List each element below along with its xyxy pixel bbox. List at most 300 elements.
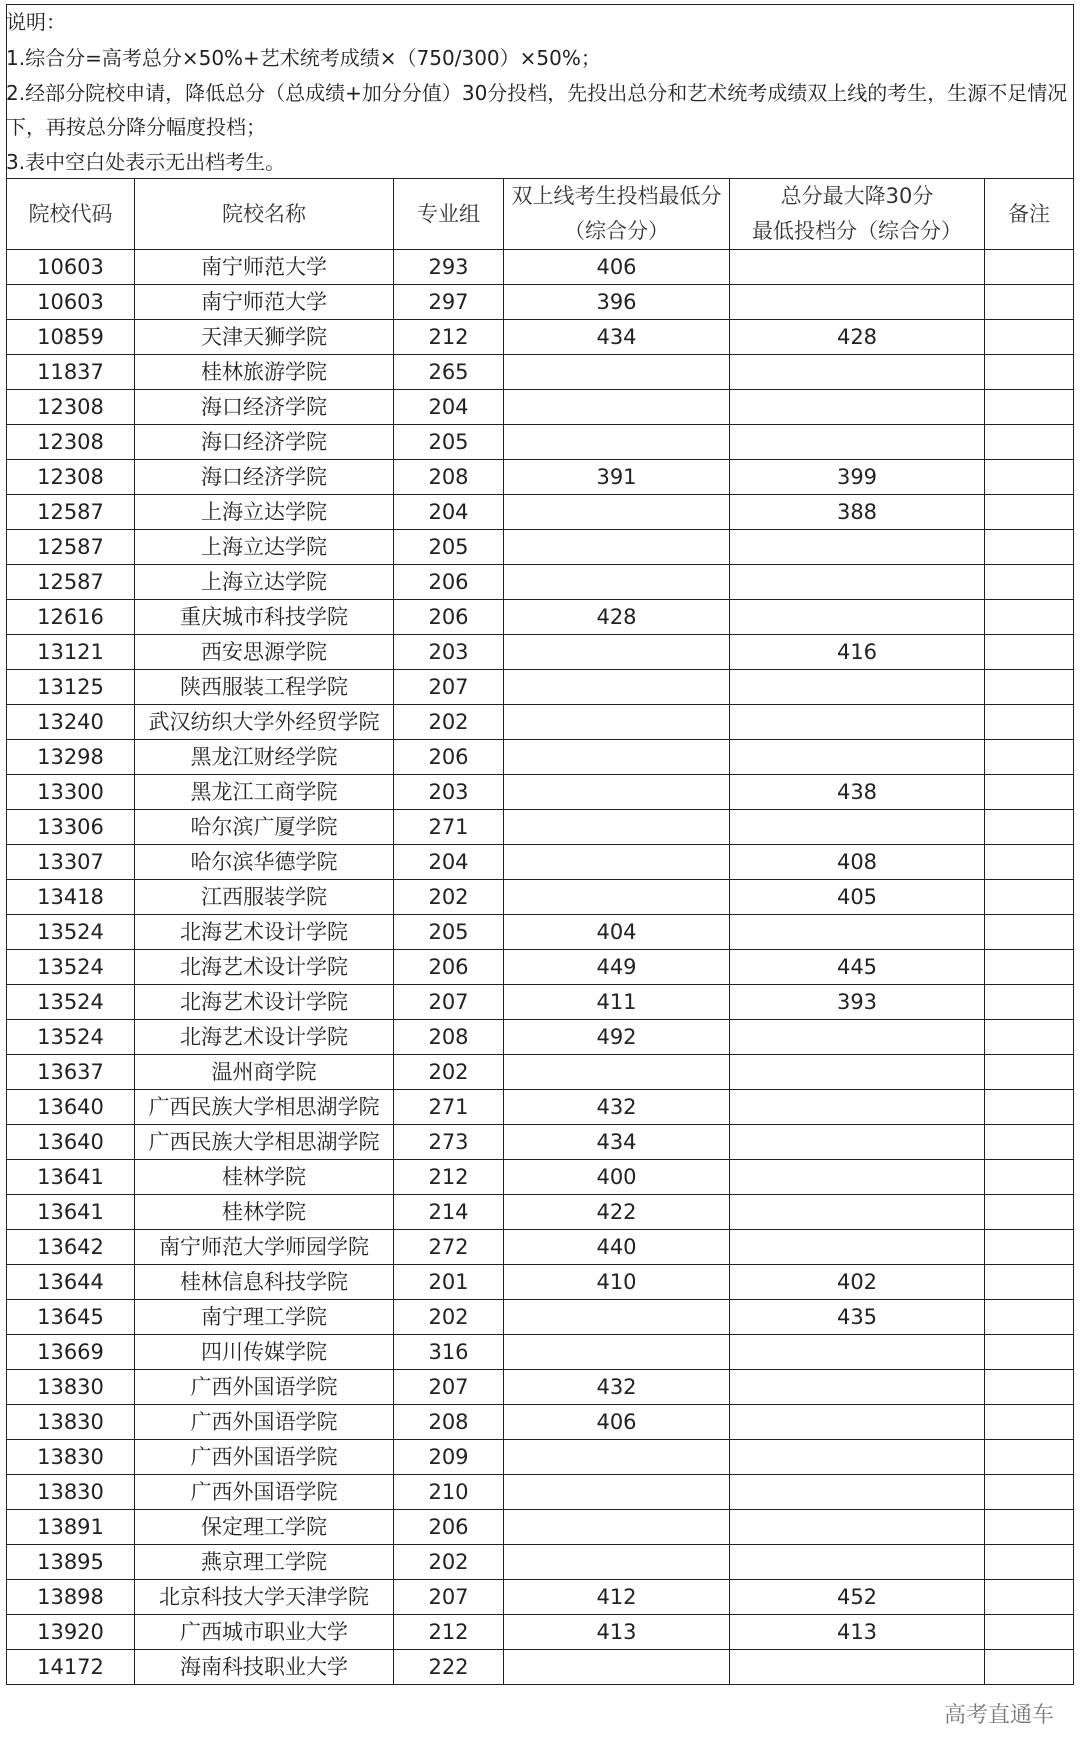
cell-drop-score: 435	[730, 1300, 985, 1335]
table-row	[7, 1160, 1074, 1195]
cell-name: 广西外国语学院	[135, 1475, 394, 1510]
table-row	[7, 600, 1074, 635]
cell-drop-score: 445	[730, 950, 985, 985]
cell-group: 208	[394, 460, 504, 495]
table-row	[7, 1195, 1074, 1230]
cell-remark	[985, 460, 1074, 495]
cell-code: 12308	[7, 460, 135, 495]
table-row	[7, 1440, 1074, 1475]
cell-min-score: 432	[504, 1090, 730, 1125]
cell-min-score	[504, 1335, 730, 1370]
cell-name: 南宁师范大学	[135, 285, 394, 320]
cell-name: 广西外国语学院	[135, 1370, 394, 1405]
cell-name: 海口经济学院	[135, 390, 394, 425]
cell-drop-score	[730, 250, 985, 285]
cell-code: 12616	[7, 600, 135, 635]
cell-code: 12587	[7, 565, 135, 600]
table-row	[7, 1055, 1074, 1090]
cell-remark	[985, 845, 1074, 880]
cell-code: 13524	[7, 915, 135, 950]
cell-min-score	[504, 390, 730, 425]
cell-drop-score: 438	[730, 775, 985, 810]
cell-remark	[985, 880, 1074, 915]
cell-code: 13524	[7, 950, 135, 985]
table-row	[7, 635, 1074, 670]
cell-group: 316	[394, 1335, 504, 1370]
cell-group: 208	[394, 1020, 504, 1055]
cell-group: 273	[394, 1125, 504, 1160]
cell-drop-score	[730, 810, 985, 845]
table-row	[7, 705, 1074, 740]
cell-min-score	[504, 1475, 730, 1510]
cell-name: 广西外国语学院	[135, 1405, 394, 1440]
cell-code: 13637	[7, 1055, 135, 1090]
cell-code: 13524	[7, 1020, 135, 1055]
cell-drop-score: 416	[730, 635, 985, 670]
table-row	[7, 670, 1074, 705]
table-row	[7, 880, 1074, 915]
table-row	[7, 1475, 1074, 1510]
cell-name: 四川传媒学院	[135, 1335, 394, 1370]
cell-remark	[985, 950, 1074, 985]
cell-drop-score	[730, 1125, 985, 1160]
cell-name: 北京科技大学天津学院	[135, 1580, 394, 1615]
header-min-score-line1: 双上线考生投档最低分	[511, 184, 722, 208]
cell-min-score	[504, 880, 730, 915]
cell-min-score: 412	[504, 1580, 730, 1615]
cell-group: 209	[394, 1440, 504, 1475]
cell-drop-score	[730, 1335, 985, 1370]
cell-min-score: 449	[504, 950, 730, 985]
cell-code: 13669	[7, 1335, 135, 1370]
cell-min-score	[504, 810, 730, 845]
cell-code: 13641	[7, 1195, 135, 1230]
header-remark: 备注	[985, 179, 1074, 250]
cell-remark	[985, 530, 1074, 565]
cell-code: 13121	[7, 635, 135, 670]
cell-remark	[985, 1195, 1074, 1230]
table-row	[7, 565, 1074, 600]
cell-min-score	[504, 495, 730, 530]
cell-group: 207	[394, 985, 504, 1020]
cell-drop-score: 399	[730, 460, 985, 495]
cell-name: 燕京理工学院	[135, 1545, 394, 1580]
cell-min-score	[504, 1300, 730, 1335]
table-row	[7, 1335, 1074, 1370]
header-drop-score	[730, 179, 985, 250]
cell-remark	[985, 740, 1074, 775]
table-row	[7, 775, 1074, 810]
cell-min-score	[504, 1510, 730, 1545]
table-row	[7, 845, 1074, 880]
cell-min-score	[504, 1440, 730, 1475]
cell-name: 哈尔滨广厦学院	[135, 810, 394, 845]
table-row	[7, 285, 1074, 320]
table-row	[7, 1300, 1074, 1335]
cell-drop-score: 452	[730, 1580, 985, 1615]
cell-remark	[985, 1475, 1074, 1510]
table-row	[7, 740, 1074, 775]
cell-group: 204	[394, 495, 504, 530]
cell-remark	[985, 1265, 1074, 1300]
table-row	[7, 530, 1074, 565]
cell-name: 海南科技职业大学	[135, 1650, 394, 1685]
cell-min-score	[504, 1650, 730, 1685]
table-row	[7, 1405, 1074, 1440]
cell-drop-score	[730, 565, 985, 600]
cell-drop-score	[730, 285, 985, 320]
cell-group: 207	[394, 1580, 504, 1615]
cell-min-score	[504, 530, 730, 565]
cell-code: 13830	[7, 1370, 135, 1405]
cell-drop-score: 405	[730, 880, 985, 915]
cell-drop-score: 388	[730, 495, 985, 530]
cell-group: 271	[394, 810, 504, 845]
cell-code: 13830	[7, 1405, 135, 1440]
cell-remark	[985, 1160, 1074, 1195]
table-row	[7, 1090, 1074, 1125]
cell-min-score	[504, 740, 730, 775]
cell-drop-score	[730, 1650, 985, 1685]
watermark: 高考直通车	[943, 1703, 1054, 1728]
cell-min-score	[504, 670, 730, 705]
cell-drop-score: 428	[730, 320, 985, 355]
cell-group: 207	[394, 670, 504, 705]
cell-drop-score: 393	[730, 985, 985, 1020]
admission-table	[6, 178, 1074, 1685]
cell-remark	[985, 1370, 1074, 1405]
cell-group: 208	[394, 1405, 504, 1440]
cell-code: 12587	[7, 495, 135, 530]
cell-group: 214	[394, 1195, 504, 1230]
cell-group: 206	[394, 740, 504, 775]
cell-remark	[985, 1405, 1074, 1440]
cell-min-score: 434	[504, 1125, 730, 1160]
cell-code: 13895	[7, 1545, 135, 1580]
cell-code: 13418	[7, 880, 135, 915]
cell-name: 北海艺术设计学院	[135, 915, 394, 950]
cell-drop-score	[730, 390, 985, 425]
cell-remark	[985, 1545, 1074, 1580]
cell-code: 13125	[7, 670, 135, 705]
cell-min-score: 422	[504, 1195, 730, 1230]
cell-remark	[985, 390, 1074, 425]
cell-drop-score	[730, 425, 985, 460]
table-row	[7, 1125, 1074, 1160]
cell-name: 桂林旅游学院	[135, 355, 394, 390]
table-row	[7, 985, 1074, 1020]
cell-group: 297	[394, 285, 504, 320]
cell-drop-score: 413	[730, 1615, 985, 1650]
cell-group: 212	[394, 320, 504, 355]
table-row	[7, 1545, 1074, 1580]
cell-drop-score: 402	[730, 1265, 985, 1300]
cell-min-score: 413	[504, 1615, 730, 1650]
cell-name: 哈尔滨华德学院	[135, 845, 394, 880]
table-row	[7, 1650, 1074, 1685]
cell-code: 13640	[7, 1125, 135, 1160]
cell-name: 广西外国语学院	[135, 1440, 394, 1475]
cell-name: 广西民族大学相思湖学院	[135, 1125, 394, 1160]
cell-min-score: 406	[504, 1405, 730, 1440]
cell-remark	[985, 1650, 1074, 1685]
cell-min-score	[504, 635, 730, 670]
cell-min-score: 391	[504, 460, 730, 495]
cell-name: 西安思源学院	[135, 635, 394, 670]
cell-code: 13645	[7, 1300, 135, 1335]
cell-min-score	[504, 845, 730, 880]
cell-drop-score	[730, 1160, 985, 1195]
cell-drop-score	[730, 1230, 985, 1265]
cell-name: 黑龙江财经学院	[135, 740, 394, 775]
cell-remark	[985, 1580, 1074, 1615]
cell-code: 13641	[7, 1160, 135, 1195]
cell-group: 204	[394, 845, 504, 880]
cell-drop-score	[730, 1090, 985, 1125]
cell-drop-score	[730, 1440, 985, 1475]
table-row	[7, 460, 1074, 495]
table-row	[7, 425, 1074, 460]
cell-remark	[985, 1615, 1074, 1650]
cell-remark	[985, 1125, 1074, 1160]
table-row	[7, 1230, 1074, 1265]
cell-min-score: 440	[504, 1230, 730, 1265]
cell-remark	[985, 1440, 1074, 1475]
cell-min-score: 404	[504, 915, 730, 950]
cell-group: 212	[394, 1160, 504, 1195]
cell-drop-score	[730, 355, 985, 390]
cell-name: 南宁师范大学师园学院	[135, 1230, 394, 1265]
cell-code: 13644	[7, 1265, 135, 1300]
cell-group: 203	[394, 635, 504, 670]
cell-name: 陕西服装工程学院	[135, 670, 394, 705]
cell-code: 13830	[7, 1440, 135, 1475]
cell-min-score	[504, 705, 730, 740]
cell-remark	[985, 1020, 1074, 1055]
cell-code: 12308	[7, 390, 135, 425]
cell-min-score	[504, 425, 730, 460]
cell-name: 广西城市职业大学	[135, 1615, 394, 1650]
cell-remark	[985, 600, 1074, 635]
cell-name: 重庆城市科技学院	[135, 600, 394, 635]
cell-name: 桂林学院	[135, 1195, 394, 1230]
cell-code: 10859	[7, 320, 135, 355]
cell-remark	[985, 285, 1074, 320]
cell-remark	[985, 670, 1074, 705]
cell-code: 12587	[7, 530, 135, 565]
cell-min-score: 411	[504, 985, 730, 1020]
cell-code: 13306	[7, 810, 135, 845]
cell-group: 202	[394, 1300, 504, 1335]
cell-group: 206	[394, 950, 504, 985]
cell-remark	[985, 635, 1074, 670]
cell-drop-score	[730, 670, 985, 705]
cell-min-score: 492	[504, 1020, 730, 1055]
cell-remark	[985, 810, 1074, 845]
table-row	[7, 810, 1074, 845]
cell-code: 13300	[7, 775, 135, 810]
cell-min-score: 406	[504, 250, 730, 285]
cell-code: 13891	[7, 1510, 135, 1545]
cell-name: 海口经济学院	[135, 460, 394, 495]
cell-code: 10603	[7, 285, 135, 320]
cell-min-score: 432	[504, 1370, 730, 1405]
cell-name: 广西民族大学相思湖学院	[135, 1090, 394, 1125]
note-item-3: 3.表中空白处表示无出档考生。	[6, 150, 286, 174]
table-row	[7, 320, 1074, 355]
cell-code: 12308	[7, 425, 135, 460]
cell-drop-score	[730, 740, 985, 775]
cell-min-score: 410	[504, 1265, 730, 1300]
cell-group: 205	[394, 425, 504, 460]
notes-heading: 说明：	[6, 10, 66, 34]
cell-name: 武汉纺织大学外经贸学院	[135, 705, 394, 740]
cell-group: 212	[394, 1615, 504, 1650]
cell-remark	[985, 915, 1074, 950]
cell-group: 205	[394, 530, 504, 565]
cell-drop-score	[730, 1545, 985, 1580]
cell-name: 南宁师范大学	[135, 250, 394, 285]
cell-code: 13298	[7, 740, 135, 775]
cell-name: 江西服装学院	[135, 880, 394, 915]
cell-drop-score	[730, 1475, 985, 1510]
cell-group: 293	[394, 250, 504, 285]
cell-group: 265	[394, 355, 504, 390]
cell-drop-score	[730, 705, 985, 740]
cell-drop-score: 408	[730, 845, 985, 880]
cell-name: 海口经济学院	[135, 425, 394, 460]
cell-remark	[985, 1335, 1074, 1370]
cell-group: 204	[394, 390, 504, 425]
table-row	[7, 1510, 1074, 1545]
cell-remark	[985, 250, 1074, 285]
cell-name: 上海立达学院	[135, 565, 394, 600]
cell-name: 北海艺术设计学院	[135, 1020, 394, 1055]
cell-group: 205	[394, 915, 504, 950]
cell-group: 206	[394, 565, 504, 600]
cell-min-score: 400	[504, 1160, 730, 1195]
cell-drop-score	[730, 915, 985, 950]
cell-remark	[985, 320, 1074, 355]
cell-group: 272	[394, 1230, 504, 1265]
header-code: 院校代码	[7, 179, 135, 250]
cell-name: 南宁理工学院	[135, 1300, 394, 1335]
table-row	[7, 250, 1074, 285]
cell-min-score	[504, 1545, 730, 1580]
cell-group: 222	[394, 1650, 504, 1685]
cell-group: 201	[394, 1265, 504, 1300]
table-row	[7, 1370, 1074, 1405]
note-item-2: 2.经部分院校申请，降低总分（总成绩+加分分值）30分投档，先投出总分和艺术统考成绩双上线的考生，生源不足情况下，再按总分降分幅度投档；	[6, 81, 1068, 139]
cell-name: 桂林学院	[135, 1160, 394, 1195]
cell-remark	[985, 1300, 1074, 1335]
cell-remark	[985, 1055, 1074, 1090]
cell-group: 202	[394, 705, 504, 740]
table-row	[7, 950, 1074, 985]
table-row	[7, 915, 1074, 950]
cell-group: 202	[394, 880, 504, 915]
cell-remark	[985, 565, 1074, 600]
cell-name: 温州商学院	[135, 1055, 394, 1090]
header-min-score	[504, 179, 730, 250]
cell-remark	[985, 495, 1074, 530]
cell-group: 206	[394, 1510, 504, 1545]
cell-drop-score	[730, 1195, 985, 1230]
cell-code: 13240	[7, 705, 135, 740]
cell-remark	[985, 775, 1074, 810]
cell-min-score	[504, 775, 730, 810]
cell-code: 13920	[7, 1615, 135, 1650]
table-body	[7, 250, 1074, 1685]
cell-drop-score	[730, 1510, 985, 1545]
cell-remark	[985, 1510, 1074, 1545]
table-row	[7, 1020, 1074, 1055]
table-header	[7, 179, 1074, 250]
table-row	[7, 1615, 1074, 1650]
table-row	[7, 495, 1074, 530]
table-row	[7, 390, 1074, 425]
header-drop-score-line2: 最低投档分（综合分）	[752, 219, 962, 243]
cell-group: 202	[394, 1545, 504, 1580]
cell-name: 北海艺术设计学院	[135, 985, 394, 1020]
cell-remark	[985, 1230, 1074, 1265]
cell-code: 11837	[7, 355, 135, 390]
cell-drop-score	[730, 530, 985, 565]
table-row	[7, 1265, 1074, 1300]
cell-remark	[985, 1090, 1074, 1125]
table-row	[7, 1580, 1074, 1615]
header-drop-score-line1: 总分最大降30分	[780, 184, 934, 208]
cell-name: 北海艺术设计学院	[135, 950, 394, 985]
cell-group: 202	[394, 1055, 504, 1090]
cell-code: 13642	[7, 1230, 135, 1265]
cell-group: 203	[394, 775, 504, 810]
cell-min-score: 396	[504, 285, 730, 320]
cell-min-score	[504, 565, 730, 600]
cell-name: 天津天狮学院	[135, 320, 394, 355]
cell-code: 13640	[7, 1090, 135, 1125]
cell-min-score	[504, 355, 730, 390]
cell-min-score	[504, 1055, 730, 1090]
cell-code: 14172	[7, 1650, 135, 1685]
cell-group: 271	[394, 1090, 504, 1125]
cell-remark	[985, 355, 1074, 390]
cell-group: 207	[394, 1370, 504, 1405]
cell-group: 206	[394, 600, 504, 635]
cell-drop-score	[730, 1405, 985, 1440]
cell-name: 桂林信息科技学院	[135, 1265, 394, 1300]
cell-drop-score	[730, 1055, 985, 1090]
cell-name: 上海立达学院	[135, 530, 394, 565]
header-name: 院校名称	[135, 179, 394, 250]
cell-code: 13524	[7, 985, 135, 1020]
cell-drop-score	[730, 600, 985, 635]
cell-min-score: 428	[504, 600, 730, 635]
cell-code: 13830	[7, 1475, 135, 1510]
cell-min-score: 434	[504, 320, 730, 355]
cell-name: 黑龙江工商学院	[135, 775, 394, 810]
table-row	[7, 355, 1074, 390]
cell-name: 保定理工学院	[135, 1510, 394, 1545]
cell-group: 210	[394, 1475, 504, 1510]
cell-code: 10603	[7, 250, 135, 285]
cell-remark	[985, 425, 1074, 460]
cell-name: 上海立达学院	[135, 495, 394, 530]
cell-code: 13307	[7, 845, 135, 880]
cell-drop-score	[730, 1020, 985, 1055]
note-item-1: 1.综合分=高考总分×50%+艺术统考成绩×（750/300）×50%；	[6, 46, 601, 70]
cell-drop-score	[730, 1370, 985, 1405]
